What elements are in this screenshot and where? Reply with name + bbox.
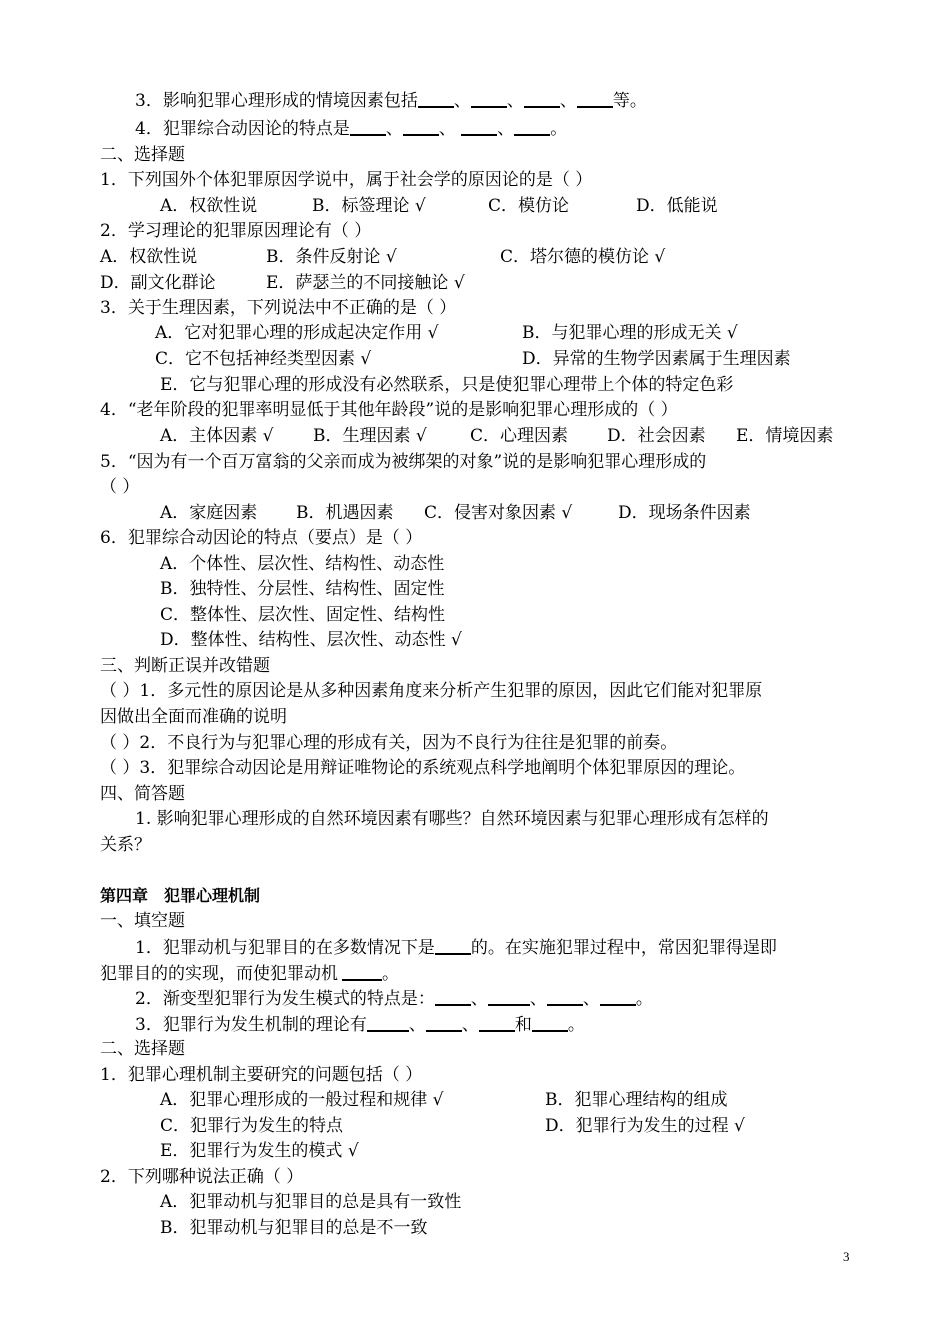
question: 1．犯罪心理机制主要研究的问题包括（ ） [100, 1065, 423, 1085]
short-answer-cont: 关系？ [100, 835, 151, 855]
option: B．独特性、分层性、结构性、固定性 [160, 579, 445, 599]
option: B．犯罪动机与犯罪目的总是不一致 [160, 1218, 428, 1238]
blank-line: 犯罪目的的实现，而使犯罪动机 。 [100, 961, 399, 985]
question: 2．学习理论的犯罪原因理论有（ ） [100, 221, 372, 241]
section-heading: 三、判断正误并改错题 [100, 656, 270, 676]
section-heading: 一、填空题 [100, 911, 185, 931]
blank-line: 2．渐变型犯罪行为发生模式的特点是： 、 、 、 。 [135, 986, 653, 1010]
question: 2．下列哪种说法正确（ ） [100, 1167, 304, 1187]
section-heading: 四、简答题 [100, 784, 185, 804]
blank-line: 4．犯罪综合动因论的特点是 、 、 、 。 [135, 116, 567, 140]
chapter-title: 第四章 犯罪心理机制 [100, 886, 261, 905]
statement: （ ）1．多元性的原因论是从多种因素角度来分析产生犯罪的原因，因此它们能对犯罪原 [100, 681, 763, 701]
option: E．它与犯罪心理的形成没有必然联系，只是使犯罪心理带上个体的特定色彩 [160, 375, 734, 395]
statement: （ ）3．犯罪综合动因论是用辩证唯物论的系统观点科学地阐明个体犯罪原因的理论。 [100, 758, 746, 778]
option: A．犯罪动机与犯罪目的总是具有一致性 [160, 1192, 462, 1212]
blank-line: 3．犯罪行为发生机制的理论有 、 、 和 。 [135, 1012, 585, 1036]
question: 6．犯罪综合动因论的特点（要点）是（ ） [100, 528, 423, 548]
question: 5．“因为有一个百万富翁的父亲而成为被绑架的对象”说的是影响犯罪心理形成的 [100, 452, 707, 472]
question: 4．“老年阶段的犯罪率明显低于其他年龄段”说的是影响犯罪心理形成的（ ） [100, 400, 678, 420]
question: 1．下列国外个体犯罪原因学说中，属于社会学的原因论的是（ ） [100, 170, 593, 190]
blank-line: 1．犯罪动机与犯罪目的在多数情况下是 的。在实施犯罪过程中，常因犯罪得逞即 [135, 935, 777, 959]
blank-line: 3．影响犯罪心理形成的情境因素包括 、 、 、 等。 [135, 88, 647, 112]
question: 3．关于生理因素，下列说法中不正确的是（ ） [100, 298, 457, 318]
statement: （ ）2．不良行为与犯罪心理的形成有关，因为不良行为往往是犯罪的前奏。 [100, 733, 678, 753]
option: A．个体性、层次性、结构性、动态性 [160, 554, 445, 574]
question-cont: （ ） [100, 477, 140, 497]
option: E．犯罪行为发生的模式 √ [160, 1141, 359, 1161]
option: C．整体性、层次性、固定性、结构性 [160, 605, 446, 625]
section-heading: 二、选择题 [100, 145, 185, 165]
short-answer: 1. 影响犯罪心理形成的自然环境因素有哪些？自然环境因素与犯罪心理形成有怎样的 [135, 809, 769, 829]
section-heading: 二、选择题 [100, 1039, 185, 1059]
option: D．整体性、结构性、层次性、动态性 √ [160, 630, 462, 650]
page-number: 3 [843, 1249, 850, 1264]
statement-cont: 因做出全面而准确的说明 [100, 707, 287, 727]
